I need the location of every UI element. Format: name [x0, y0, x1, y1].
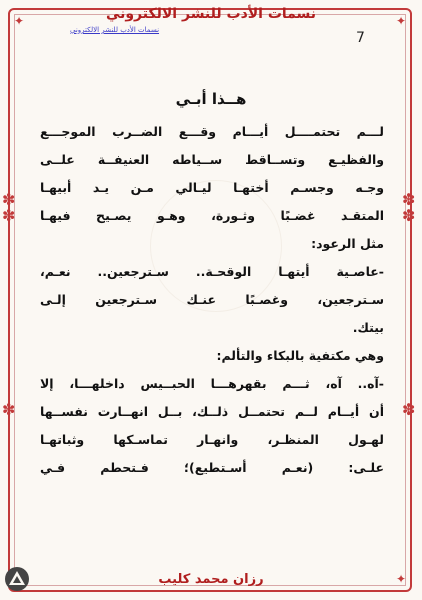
text-line: أن أيــام لــم تحتمــل ذلــك، بــل انهــارت نفســها: [40, 404, 384, 419]
text-line: وهي مكتفية بالبكاء والتألم:: [216, 348, 384, 363]
text-line: المتقـد غضـبًا وثـورة، وهـو يصـيح فيهـا: [40, 208, 384, 223]
text-line: -آه.. آه، ثـــم بقهرهـــا الحبــيس داخلهـــا، إلا: [40, 376, 384, 391]
corner-star-icon: ✦: [396, 572, 407, 586]
text-line: سـترجعين، وغصـبًا عنـك سـترجعين إلـى: [40, 292, 384, 307]
text-line: مثل الرعود:: [311, 236, 384, 251]
text-line: علـى: (نعـم أسـتطيع)؛ فـتحطم فـي: [40, 460, 384, 475]
text-line: لـــم تحتمــــل أيـــام وقـــع الضــرب الموجـــع: [40, 124, 384, 139]
flower-ornament-icon: ✽: [2, 206, 16, 225]
page-number: 7: [356, 30, 365, 46]
text-line: لهـول المنظـر، وانهـار تماسـكها وثباتهـا: [40, 432, 384, 447]
text-line: وجـه وجسـم أختهـا ليـالي مـن يـد أبيهـا: [40, 180, 384, 195]
flower-ornament-icon: ✽: [402, 190, 416, 209]
text-line: بيتك.: [352, 320, 384, 335]
corner-star-icon: ✦: [14, 14, 25, 28]
flower-ornament-icon: ✽: [402, 400, 416, 419]
author-name: رزان محمد كليب: [158, 572, 264, 587]
text-line: -عاصـية أيتهـا الوقحـة.. سـترجعين.. نعـم،: [40, 264, 384, 279]
flower-ornament-icon: ✽: [402, 206, 416, 225]
article-body: [40, 118, 384, 482]
publisher-link[interactable]: نسمات الأدب للنشر الالكتروني: [70, 26, 160, 34]
text-line: والفظيـع وتســاقط ســياطه العنيفــة علــى: [40, 152, 384, 167]
article-title: هــذا أبـي: [175, 90, 247, 108]
triangle-logo-icon: [4, 566, 30, 592]
publisher-title: نسمات الأدب للنشر الالكتروني: [105, 6, 317, 22]
corner-star-icon: ✦: [396, 14, 407, 28]
flower-ornament-icon: ✽: [2, 400, 16, 419]
flower-ornament-icon: ✽: [2, 190, 16, 209]
